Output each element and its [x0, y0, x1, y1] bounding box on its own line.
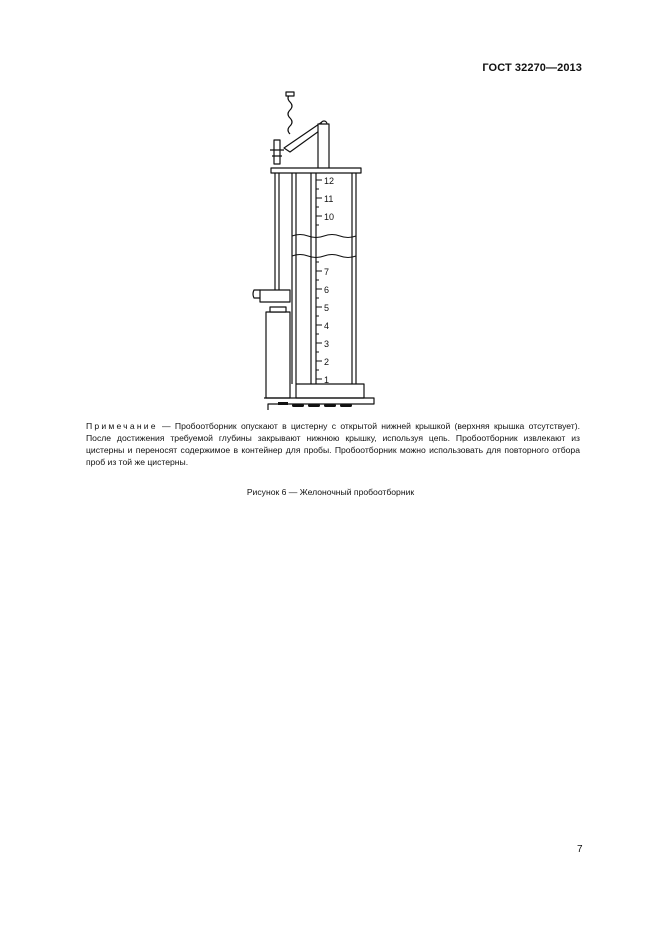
- lever-post: [318, 124, 329, 170]
- top-plate: [271, 168, 361, 173]
- scale-label-12: 12: [324, 176, 335, 186]
- figure-6-bailer-sampler: [240, 88, 400, 412]
- bottom-block: [296, 384, 364, 398]
- scale-label-4: 4: [324, 321, 330, 331]
- figure-caption: Рисунок 6 — Желоночный пробоотборник: [246, 487, 415, 497]
- figure-note: [86, 420, 580, 468]
- scale-label-2: 2: [324, 357, 330, 367]
- note-label: Примечание: [86, 421, 158, 431]
- scale-label-10: 10: [324, 212, 335, 222]
- scale-label-3: 3: [324, 339, 330, 349]
- standard-header: ГОСТ 32270—2013: [482, 62, 582, 74]
- page-number: 7: [577, 844, 583, 855]
- chain-icon: [288, 94, 292, 134]
- scale-label-5: 5: [324, 303, 330, 313]
- scale-label-1: 1: [324, 375, 330, 385]
- sampler-drawing: [240, 88, 400, 412]
- scale-label-11: 11: [324, 194, 334, 204]
- scale-label-7: 7: [324, 267, 330, 277]
- scale-ticks: [316, 180, 322, 379]
- note-text: — Пробоотборник опускают в цистерну с открытой нижней крышкой (верхняя крышка отсутствует). После достижения требуемой глубины закрывают нижнюю крышку, используя цепь. Пробоотборник извлекают из цистерны и переносят содержимое в контейнер для пробы. Пробоотборник можно использовать для повторного отбора проб из той же цистерны.: [86, 421, 580, 467]
- scale-label-6: 6: [324, 285, 330, 295]
- lower-housing: [266, 312, 290, 398]
